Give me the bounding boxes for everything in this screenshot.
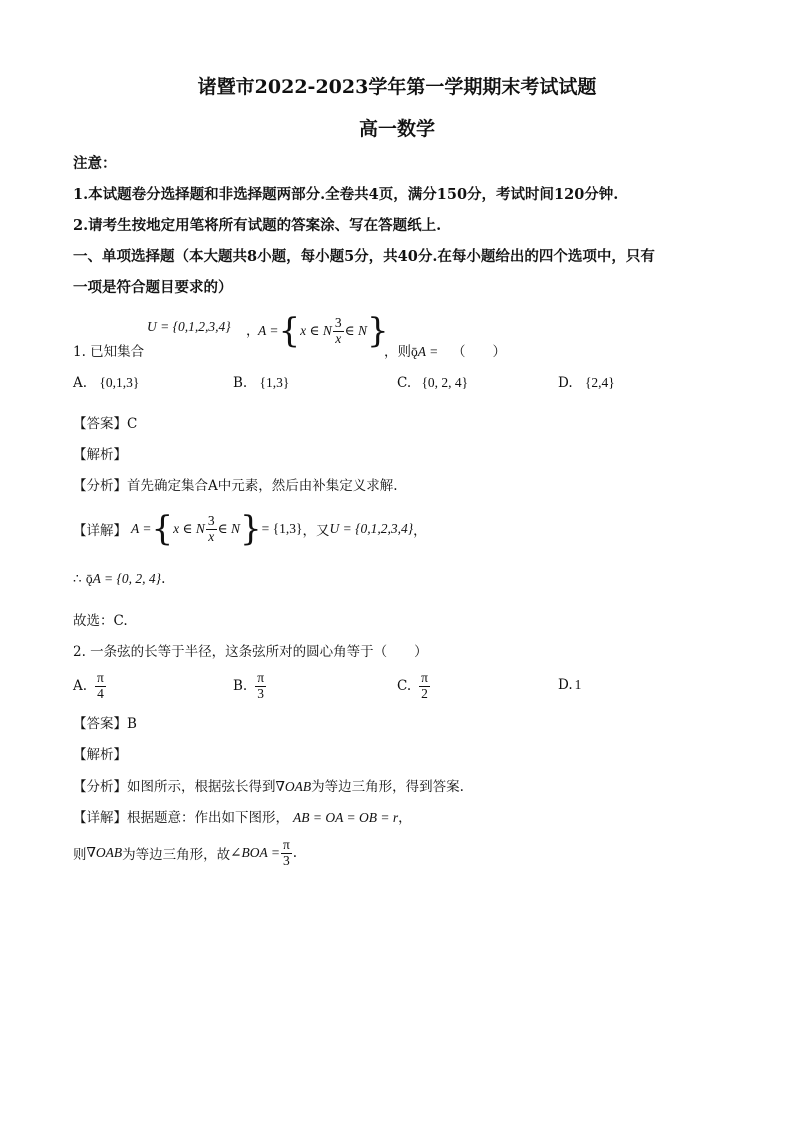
fenxi-text: 首先确定集合A中元素，然后由补集定义求解. [127, 478, 398, 494]
q1-then-text: ，则 [384, 344, 411, 360]
page-subtitle: 高一数学 [358, 118, 435, 140]
answer-label: 【答案】 [73, 716, 127, 732]
detail-fraction [206, 514, 217, 543]
frac-den: 3 [257, 685, 264, 701]
answer-value: C [127, 416, 138, 432]
option-letter: D. [558, 375, 573, 391]
q1-set-a-cond: x ∈ N [300, 323, 332, 338]
fenxi-label: 【分析】 [73, 478, 127, 494]
q1-sep: ， [246, 323, 260, 339]
q1-fraction [333, 316, 344, 345]
answer-label: 【答案】 [73, 416, 127, 432]
right-brace-icon: } [367, 311, 389, 351]
frac-num: π [282, 837, 290, 853]
q1-complement-symbol: ǭ [411, 344, 418, 359]
notice-line-2: 2.请考生按地定用笔将所有试题的答案涂、写在答题纸上. [73, 217, 442, 234]
option-letter: B. [233, 375, 248, 391]
right-brace-icon: } [240, 509, 262, 549]
frac-den: 4 [97, 685, 104, 701]
q2-answer [73, 712, 137, 732]
q1-prefix: 1. 已知集合 [73, 344, 145, 360]
q2-conclusion [73, 832, 297, 874]
q1-set-a-tail: ∈ N [344, 323, 368, 338]
detail-label: 【详解】 [73, 810, 127, 826]
page-title: 诸暨市2022-2023学年第一学期期末考试试题 [197, 76, 597, 98]
q1-frac-num: 3 [334, 315, 342, 331]
conc-end: . [292, 845, 298, 861]
detail-u: U = {0,1,2,3,4} [329, 521, 414, 536]
option-letter: A. [73, 678, 88, 694]
detail-end: ， [398, 810, 412, 826]
q2-option-c [397, 666, 431, 706]
left-brace-icon: { [278, 311, 301, 351]
option-text: 1 [574, 677, 582, 692]
option-text: {1,3} [259, 375, 290, 390]
q1-answer [73, 412, 137, 432]
q1-option-d [558, 375, 615, 391]
q1-then [384, 340, 438, 360]
q1-option-c [397, 375, 468, 391]
detail-pre: 根据题意：作出如下图形， [127, 810, 289, 826]
conc-pre: 则 [73, 847, 87, 863]
detail-eq: = {1,3} [261, 521, 303, 536]
q1-therefore [73, 571, 165, 587]
option-letter: A. [73, 375, 88, 391]
q2-fenxi [73, 775, 464, 795]
option-letter: B. [233, 678, 248, 694]
frac-num: π [97, 670, 104, 686]
q1-set-u: U = {0,1,2,3,4} [147, 319, 231, 334]
notice-line-1: 1.本试题卷分选择题和非选择题两部分.全卷共4页，满分150分，考试时间120分钟. [73, 186, 619, 203]
frac-num: π [421, 670, 428, 686]
left-brace-icon: { [151, 509, 174, 549]
q1-paren: （ ） [452, 344, 506, 360]
frac-num: π [257, 670, 265, 686]
detail-end: ， [413, 523, 427, 539]
conc-fraction [281, 838, 292, 867]
q1-fenxi [73, 474, 398, 494]
detail-expr: AB = OA = OB = r [293, 810, 399, 825]
q1-option-b [233, 375, 289, 391]
q2-option-d [558, 677, 581, 693]
option-text: {2,4} [584, 375, 615, 390]
q2-stem: 2. 一条弦的长等于半径，这条弦所对的圆心角等于（ ） [73, 644, 428, 660]
q1-detail [73, 507, 427, 551]
detail-a-lead: A = [131, 521, 152, 536]
option-letter: C. [397, 375, 412, 391]
q1-complement-var: A = [417, 344, 439, 359]
fenxi-label: 【分析】 [73, 779, 127, 795]
conc-angle: ∠BOA = [230, 845, 280, 860]
option-fraction [419, 671, 430, 700]
detail-label: 【详解】 [73, 523, 127, 539]
option-fraction [95, 671, 106, 700]
detail-frac-den: x [208, 528, 215, 544]
frac-den: 3 [283, 852, 290, 868]
conc-mid: 为等边三角形，故 [122, 847, 231, 863]
frac-den: 2 [421, 685, 428, 701]
option-text: {0, 2, 4} [421, 375, 469, 390]
q1-choose: 故选：C. [73, 613, 128, 629]
q2-option-b [233, 666, 267, 706]
q1-set-a-lead: A = [258, 323, 279, 338]
option-fraction [255, 671, 266, 700]
fenxi-triangle: ∇OAB [275, 779, 312, 794]
detail-a-tail: ∈ N [217, 521, 241, 536]
option-letter: D. [558, 677, 573, 693]
q1-option-a [73, 375, 139, 391]
q2-detail [73, 806, 412, 826]
detail-frac-num: 3 [207, 513, 215, 529]
therefore-symbol: ∴ [73, 571, 82, 587]
option-letter: C. [397, 678, 412, 694]
therefore-end: . [161, 571, 166, 587]
q2-analysis-label: 【解析】 [73, 747, 127, 763]
q1-frac-den: x [335, 330, 342, 346]
q1-analysis-label: 【解析】 [73, 447, 127, 463]
q1-set-a [258, 310, 389, 352]
answer-value: B [127, 716, 137, 732]
section-heading-line-2: 一项是符合题目要求的） [73, 279, 233, 296]
fenxi-post: 为等边三角形，得到答案. [311, 779, 464, 795]
option-text: {0,1,3} [99, 375, 140, 390]
therefore-expr: A = {0, 2, 4} [92, 571, 162, 586]
section-heading-line-1: 一、单项选择题（本大题共8小题，每小题5分，共40分.在每小题给出的四个选项中，只有 [73, 248, 655, 265]
conc-triangle: ∇OAB [86, 845, 123, 860]
complement-symbol: ǭ [85, 571, 93, 586]
detail-also: ，又 [302, 523, 330, 539]
detail-a-cond: x ∈ N [173, 521, 205, 536]
q2-option-a [73, 666, 107, 706]
fenxi-pre: 如图所示，根据弦长得到 [127, 779, 276, 795]
notice-label: 注意： [73, 155, 117, 172]
